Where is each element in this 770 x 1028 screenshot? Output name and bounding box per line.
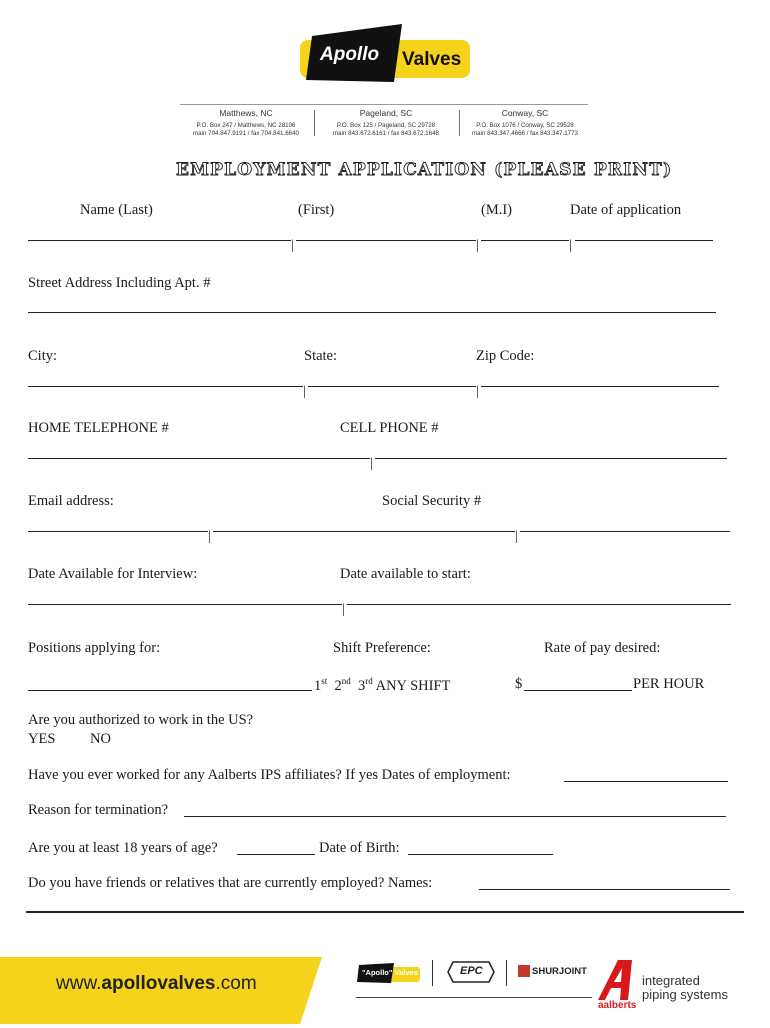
- field-rate-pay[interactable]: [524, 690, 632, 691]
- shift-option-3rd[interactable]: [358, 678, 373, 694]
- field-street-address[interactable]: [28, 312, 716, 313]
- brand-aalberts: [598, 958, 640, 1014]
- label-age-18: Are you at least 18 years of age?: [28, 840, 218, 856]
- form-title: EMPLOYMENT APPLICATION (PLEASE PRINT): [176, 160, 673, 180]
- shift-option-1st[interactable]: [314, 678, 327, 694]
- location-phone: main 843.347.4666 / fax 843.347.1773: [472, 130, 578, 137]
- label-email: Email address:: [28, 493, 114, 509]
- label-state: State:: [304, 348, 338, 364]
- field-dob[interactable]: [408, 854, 553, 855]
- location-pageland: [318, 108, 454, 138]
- label-rate-pay: Rate of pay desired:: [544, 640, 661, 656]
- label-positions: Positions applying for:: [28, 640, 161, 656]
- field-positions[interactable]: [28, 690, 312, 691]
- label-friends: Do you have friends or relatives that are currently employed? Names:: [28, 875, 433, 891]
- field-name-last[interactable]: [28, 240, 291, 241]
- field-zip[interactable]: [481, 386, 719, 387]
- option-yes[interactable]: YES: [28, 731, 56, 747]
- shift-2-number: 2: [334, 677, 342, 694]
- location-phone: main 704.847.9191 / fax 704.841.6640: [193, 130, 299, 137]
- tagline: [642, 974, 728, 1002]
- field-state[interactable]: [308, 386, 476, 387]
- shift-2-suffix: nd: [341, 676, 351, 686]
- locations-strip: [180, 104, 588, 138]
- label-reason-termination: Reason for termination?: [28, 802, 169, 818]
- label-ssn: Social Security #: [382, 493, 482, 509]
- field-separator: |: [342, 602, 345, 617]
- location-name: Matthews, NC: [219, 108, 273, 118]
- location-phone: main 843.672.6161 / fax 843.672.1648: [333, 130, 439, 137]
- brand-apollo-small-text: "Apollo" Valves: [362, 968, 418, 977]
- aalberts-logo-graphic: [598, 958, 640, 1002]
- brand-epc: [447, 960, 495, 984]
- apollo-logo: [298, 22, 473, 84]
- label-street-address: Street Address Including Apt. #: [28, 275, 211, 291]
- location-name: Pageland, SC: [359, 108, 413, 118]
- field-name-mi[interactable]: [481, 240, 569, 241]
- field-separator: |: [303, 384, 306, 399]
- label-cell-phone: CELL PHONE #: [340, 420, 439, 436]
- website-url[interactable]: [56, 973, 257, 995]
- label-date-start: Date available to start:: [340, 566, 471, 582]
- field-city[interactable]: [28, 386, 303, 387]
- brand-apollo-small: [356, 962, 420, 984]
- logo-word-apollo: Apollo: [320, 44, 380, 65]
- field-name-first[interactable]: [296, 240, 476, 241]
- label-authorized: Are you authorized to work in the US?: [28, 712, 254, 728]
- website-domain: apollovalves: [101, 973, 216, 994]
- field-home-phone[interactable]: [28, 458, 370, 459]
- shift-options: [314, 676, 450, 695]
- label-shift-preference: Shift Preference:: [333, 640, 431, 656]
- option-no[interactable]: NO: [90, 731, 111, 747]
- location-address: P.O. Box 125 / Pageland, SC 29728: [336, 122, 436, 129]
- brand-divider: [432, 960, 433, 986]
- tagline-line-2: piping systems: [642, 987, 728, 1002]
- shift-option-any[interactable]: ANY SHIFT: [375, 677, 451, 694]
- label-date-application: Date of application: [570, 202, 682, 218]
- location-address: P.O. Box 247 / Matthews, NC 28106: [196, 122, 296, 129]
- label-name-mi: (M.I): [481, 202, 513, 218]
- shurjoint-text: SHURJOINT: [532, 966, 587, 977]
- field-separator: |: [515, 529, 518, 544]
- field-cell-phone[interactable]: [375, 458, 727, 459]
- shift-3-number: 3: [358, 677, 366, 694]
- field-date-start[interactable]: [347, 604, 731, 605]
- field-date-interview[interactable]: [28, 604, 342, 605]
- field-email[interactable]: [28, 531, 208, 532]
- epc-logo-text: EPC: [460, 965, 483, 977]
- field-separator: |: [291, 238, 294, 253]
- field-reason-termination[interactable]: [184, 816, 726, 817]
- field-separator: |: [370, 456, 373, 471]
- field-age-18[interactable]: [237, 854, 315, 855]
- label-city: City:: [28, 348, 58, 364]
- field-ssn-part1[interactable]: [213, 531, 515, 532]
- label-dob: Date of Birth:: [319, 840, 400, 856]
- field-dates-employment[interactable]: [564, 781, 728, 782]
- label-date-interview: Date Available for Interview:: [28, 566, 198, 582]
- location-divider: [314, 110, 315, 136]
- location-matthews: [180, 108, 312, 138]
- field-ssn-part2[interactable]: [520, 531, 730, 532]
- label-name-first: (First): [298, 202, 335, 218]
- logo-word-valves: Valves: [402, 49, 462, 70]
- tagline-line-1: integrated: [642, 973, 700, 988]
- brand-divider: [506, 960, 507, 986]
- field-separator: |: [476, 384, 479, 399]
- shurjoint-mark: [518, 965, 530, 977]
- footer-rule: [26, 911, 744, 913]
- footer-underline: [356, 997, 592, 998]
- field-separator: |: [476, 238, 479, 253]
- label-dollar: $: [515, 676, 523, 692]
- label-per-hour: PER HOUR: [633, 676, 705, 692]
- location-address: P.O. Box 1076 / Conway, SC 29528: [476, 122, 574, 129]
- shift-3-suffix: rd: [365, 676, 373, 686]
- field-separator: |: [569, 238, 572, 253]
- field-separator: |: [208, 529, 211, 544]
- field-friends-names[interactable]: [479, 889, 730, 890]
- label-zip: Zip Code:: [476, 348, 535, 364]
- shift-1-suffix: st: [321, 676, 328, 686]
- website-prefix: www.: [56, 973, 102, 994]
- label-worked-before: Have you ever worked for any Aalberts IPS affiliates? If yes Dates of employment:: [28, 767, 511, 783]
- website-suffix: .com: [215, 973, 257, 994]
- location-name: Conway, SC: [501, 108, 549, 118]
- brand-shurjoint: [518, 963, 598, 983]
- locations-top-rule: [180, 104, 588, 105]
- shift-1-number: 1: [314, 677, 322, 694]
- location-conway: [462, 108, 588, 138]
- website-banner: [0, 957, 330, 1024]
- label-name-last: Name (Last): [80, 202, 153, 218]
- label-home-phone: HOME TELEPHONE #: [28, 420, 169, 436]
- field-date-application[interactable]: [575, 240, 713, 241]
- shift-option-2nd[interactable]: [335, 678, 351, 694]
- location-divider: [459, 110, 460, 136]
- aalberts-wordmark: aalberts: [598, 1000, 637, 1011]
